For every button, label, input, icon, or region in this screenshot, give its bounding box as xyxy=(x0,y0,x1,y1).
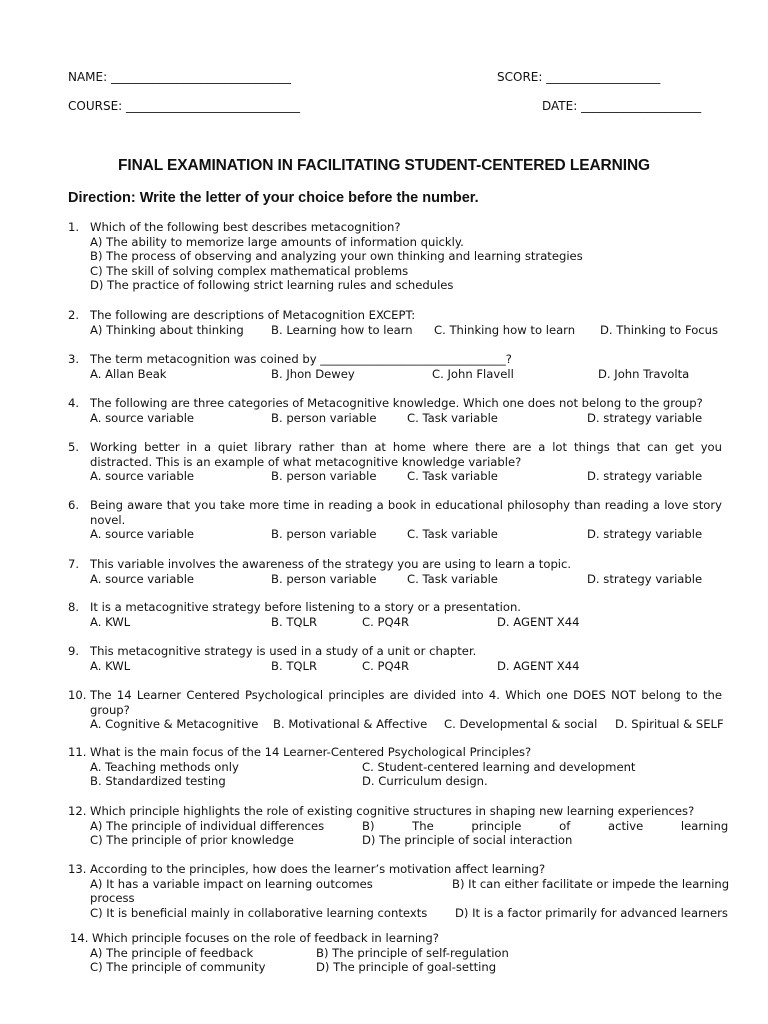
option-a: A. KWL xyxy=(90,614,131,629)
option-c: C) The principle of community xyxy=(90,960,266,975)
option-a: A. source variable xyxy=(90,469,195,484)
direction-text: Direction: Write the letter of your choice before the number. xyxy=(68,190,479,206)
option-c: C. Task variable xyxy=(407,410,498,425)
option-c: C. Developmental & social xyxy=(444,717,598,732)
question-11 xyxy=(68,745,722,789)
option-d: D) It is a factor primarily for advanced learners xyxy=(455,905,728,920)
question-number: 5. xyxy=(68,440,80,454)
question-number: 8. xyxy=(68,600,80,614)
question-14 xyxy=(70,931,724,975)
option-c: C. Task variable xyxy=(407,469,498,484)
option-c: C. PQ4R xyxy=(362,614,410,629)
option-c: C. Task variable xyxy=(407,571,498,586)
question-stem: It is a metacognitive strategy before listening to a story or a presentation. xyxy=(90,600,521,614)
option-a: A. Allan Beak xyxy=(90,366,167,381)
option-b: B. person variable xyxy=(271,527,377,542)
option-b-continued: process xyxy=(90,891,135,906)
question-number: 3. xyxy=(68,352,80,366)
option-d: D. John Travolta xyxy=(598,366,690,381)
option-d: D) The principle of social interaction xyxy=(362,833,573,848)
option-c: C) The skill of solving complex mathematical problems xyxy=(90,263,409,278)
option-b: B. Standardized testing xyxy=(90,774,226,789)
question-stem: This metacognitive strategy is used in a study of a unit or chapter. xyxy=(90,644,477,658)
option-a: A) The principle of feedback xyxy=(90,945,254,960)
option-a: A. Teaching methods only xyxy=(90,759,239,774)
question-stem: This variable involves the awareness of the strategy you are using to learn a topic. xyxy=(90,557,572,571)
question-7 xyxy=(68,557,722,586)
question-number: 6. xyxy=(68,498,80,512)
option-b: B. TQLR xyxy=(271,614,318,629)
question-number: 1. xyxy=(68,220,80,234)
question-1 xyxy=(68,220,722,293)
question-number: 12. xyxy=(68,804,87,818)
option-a: A) It has a variable impact on learning outcomes xyxy=(90,876,373,891)
question-stem: The term metacognition was coined by ________________________________? xyxy=(90,352,512,366)
question-number: 4. xyxy=(68,396,80,410)
score-field: SCORE: ___________________ xyxy=(497,70,661,84)
question-stem: According to the principles, how does the learner’s motivation affect learning? xyxy=(90,862,546,876)
course-field: COURSE: _____________________________ xyxy=(68,99,301,113)
option-d: D. AGENT X44 xyxy=(497,658,580,673)
question-stem: Working better in a quiet library rather than at home where there are a lot things that can get you distracted. This is an example of what metacognitive knowledge variable? xyxy=(90,440,722,469)
question-number: 10. xyxy=(68,688,87,702)
question-stem: What is the main focus of the 14 Learner-Centered Psychological Principles? xyxy=(90,745,532,759)
option-b: B) The process of observing and analyzing your own thinking and learning strategies xyxy=(90,249,583,264)
option-c: C. PQ4R xyxy=(362,658,410,673)
option-b: B) The principle of active learning xyxy=(362,818,729,833)
option-d: D. Curriculum design. xyxy=(362,774,488,789)
option-d: D. Thinking to Focus xyxy=(600,322,719,337)
question-10 xyxy=(68,688,722,732)
question-stem: Which principle highlights the role of existing cognitive structures in shaping new learning experiences? xyxy=(90,804,695,818)
option-a: A) The principle of individual differences xyxy=(90,818,325,833)
option-d: D) The principle of goal-setting xyxy=(316,960,497,975)
option-d: D. Spiritual & SELF xyxy=(615,717,724,732)
option-d: D. strategy variable xyxy=(587,527,703,542)
option-a: A. source variable xyxy=(90,527,195,542)
option-b: B) It can either facilitate or impede the learning xyxy=(452,876,730,891)
question-stem: Being aware that you take more time in reading a book in educational philosophy than reading a love story novel. xyxy=(90,498,722,527)
option-b: B. TQLR xyxy=(271,658,318,673)
option-c: C. Thinking how to learn xyxy=(434,322,576,337)
question-12 xyxy=(68,804,729,848)
name-field: NAME: ______________________________ xyxy=(68,70,291,84)
question-number: 2. xyxy=(68,308,80,322)
option-c: C) It is beneficial mainly in collaborative learning contexts xyxy=(90,905,428,920)
question-number: 13. xyxy=(68,862,87,876)
option-a: A) The ability to memorize large amounts of information quickly. xyxy=(90,234,464,249)
option-c: C. John Flavell xyxy=(432,366,514,381)
question-stem: Which of the following best describes metacognition? xyxy=(90,220,401,234)
exam-title: FINAL EXAMINATION IN FACILITATING STUDENT-CENTERED LEARNING xyxy=(118,157,650,174)
option-b: B. Learning how to learn xyxy=(271,322,413,337)
option-b: B. Jhon Dewey xyxy=(271,366,355,381)
question-2 xyxy=(68,308,722,337)
option-c: C. Student-centered learning and development xyxy=(362,759,636,774)
question-stem: The 14 Learner Centered Psychological principles are divided into 4. Which one DOES NOT belong to the group? xyxy=(90,688,722,717)
option-b: B. Motivational & Affective xyxy=(273,717,428,732)
option-d: D. AGENT X44 xyxy=(497,614,580,629)
option-c: C) The principle of prior knowledge xyxy=(90,833,294,848)
question-stem: The following are three categories of Metacognitive knowledge. Which one does not belong to the group? xyxy=(90,396,703,410)
question-number: 7. xyxy=(68,557,80,571)
option-b: B. person variable xyxy=(271,410,377,425)
option-b: B. person variable xyxy=(271,571,377,586)
option-d: D. strategy variable xyxy=(587,571,703,586)
option-d: D. strategy variable xyxy=(587,410,703,425)
question-number: 11. xyxy=(68,745,87,759)
option-a: A) Thinking about thinking xyxy=(90,322,244,337)
question-6 xyxy=(68,498,722,542)
option-d: D) The practice of following strict learning rules and schedules xyxy=(90,278,454,293)
option-a: A. KWL xyxy=(90,658,131,673)
question-8 xyxy=(68,600,722,629)
option-c: C. Task variable xyxy=(407,527,498,542)
question-9 xyxy=(68,644,722,673)
question-5 xyxy=(68,440,722,484)
option-b: B) The principle of self-regulation xyxy=(316,945,509,960)
option-a: A. source variable xyxy=(90,571,195,586)
question-stem: Which principle focuses on the role of feedback in learning? xyxy=(92,931,439,945)
option-a: A. source variable xyxy=(90,410,195,425)
question-13 xyxy=(68,862,730,920)
date-field: DATE: ____________________ xyxy=(542,99,702,113)
option-d: D. strategy variable xyxy=(587,469,703,484)
question-stem: The following are descriptions of Metacognition EXCEPT: xyxy=(90,308,416,322)
question-number: 14. xyxy=(70,931,89,945)
question-4 xyxy=(68,396,722,425)
question-number: 9. xyxy=(68,644,80,658)
option-b: B. person variable xyxy=(271,469,377,484)
option-a: A. Cognitive & Metacognitive xyxy=(90,717,259,732)
question-3 xyxy=(68,352,722,381)
